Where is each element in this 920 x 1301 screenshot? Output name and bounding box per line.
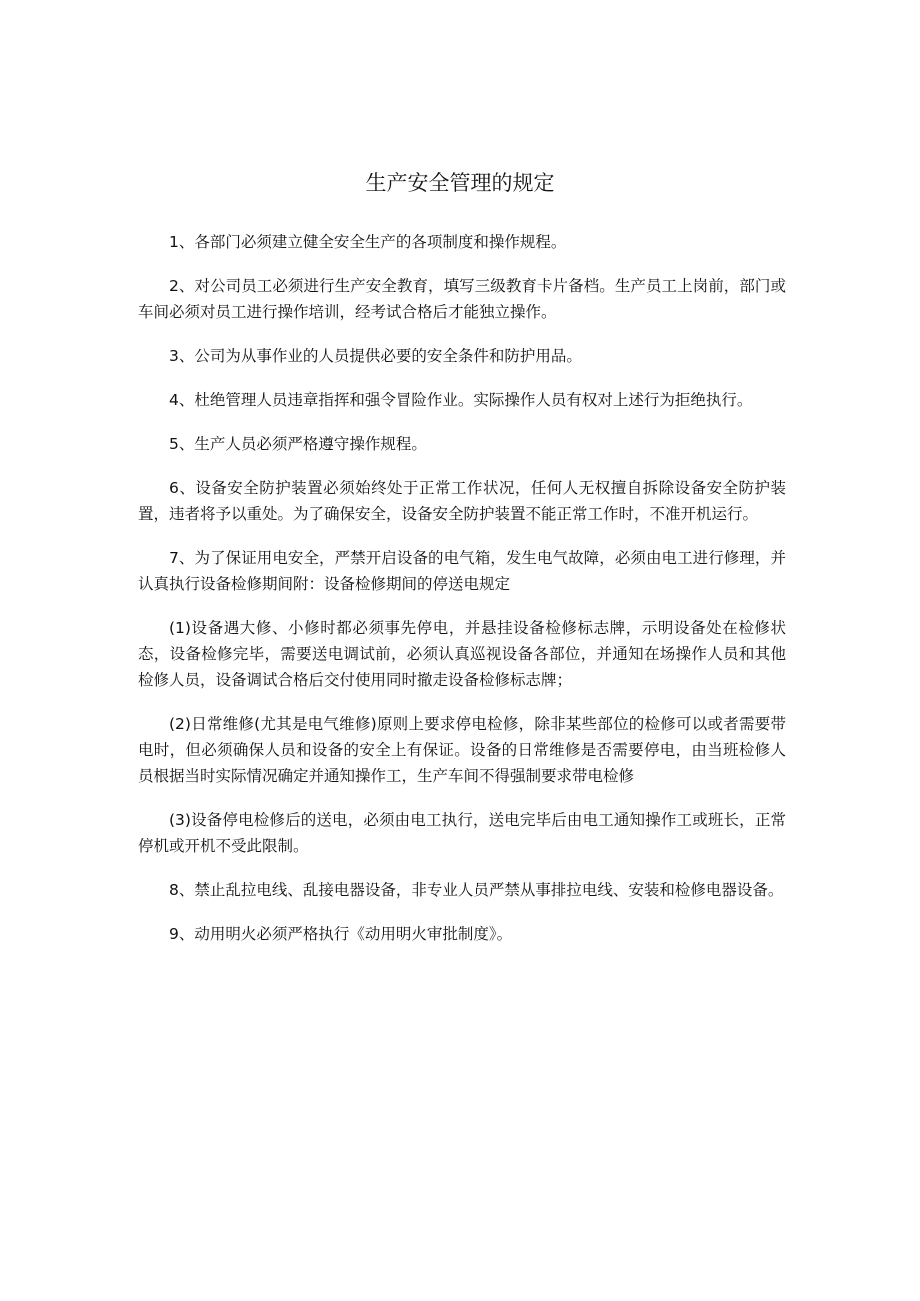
- paragraph-8: 8、禁止乱拉电线、乱接电器设备，非专业人员严禁从事排拉电线、安装和检修电器设备。: [169, 881, 784, 899]
- document-body: [138, 229, 786, 965]
- paragraph-6: 6、设备安全防护装置必须始终处于正常工作状况，任何人无权擅自拆除设备安全防护装置，违者将予以重处。为了确保安全，设备安全防护装置不能正常工作时，不准开机运行。: [138, 479, 786, 523]
- paragraph-7-sub-3: (3)设备停电检修后的送电，必须由电工执行，送电完毕后由电工通知操作工或班长，正常停机或开机不受此限制。: [138, 811, 786, 855]
- paragraph-4: 4、杜绝管理人员违章指挥和强令冒险作业。实际操作人员有权对上述行为拒绝执行。: [169, 391, 753, 409]
- paragraph-9: 9、动用明火必须严格执行《动用明火审批制度》。: [169, 925, 513, 943]
- paragraph-5: 5、生产人员必须严格遵守操作规程。: [169, 435, 427, 453]
- paragraph-2: 2、对公司员工必须进行生产安全教育，填写三级教育卡片备档。生产员工上岗前，部门或车间必须对员工进行操作培训，经考试合格后才能独立操作。: [138, 277, 786, 321]
- paragraph-7: 7、为了保证用电安全，严禁开启设备的电气箱，发生电气故障，必须由电工进行修理，并认真执行设备检修期间附：设备检修期间的停送电规定: [138, 549, 786, 593]
- paragraph-3: 3、公司为从事作业的人员提供必要的安全条件和防护用品。: [169, 347, 582, 365]
- paragraph-7-sub-1: (1)设备遇大修、小修时都必须事先停电，并悬挂设备检修标志牌，示明设备处在检修状态，设备检修完毕，需要送电调试前，必须认真巡视设备各部位，并通知在场操作人员和其他检修人员，设备调试合格后交付使用同时撤走设备检修标志牌；: [138, 619, 786, 689]
- document-title: 生产安全管理的规定: [365, 171, 555, 195]
- paragraph-1: 1、各部门必须建立健全安全生产的各项制度和操作规程。: [169, 233, 567, 251]
- paragraph-7-sub-2: (2)日常维修(尤其是电气维修)原则上要求停电检修，除非某些部位的检修可以或者需要带电时，但必须确保人员和设备的安全上有保证。设备的日常维修是否需要停电，由当班检修人员根据当时实际情况确定并通知操作工，生产车间不得强制要求带电检修: [138, 715, 786, 785]
